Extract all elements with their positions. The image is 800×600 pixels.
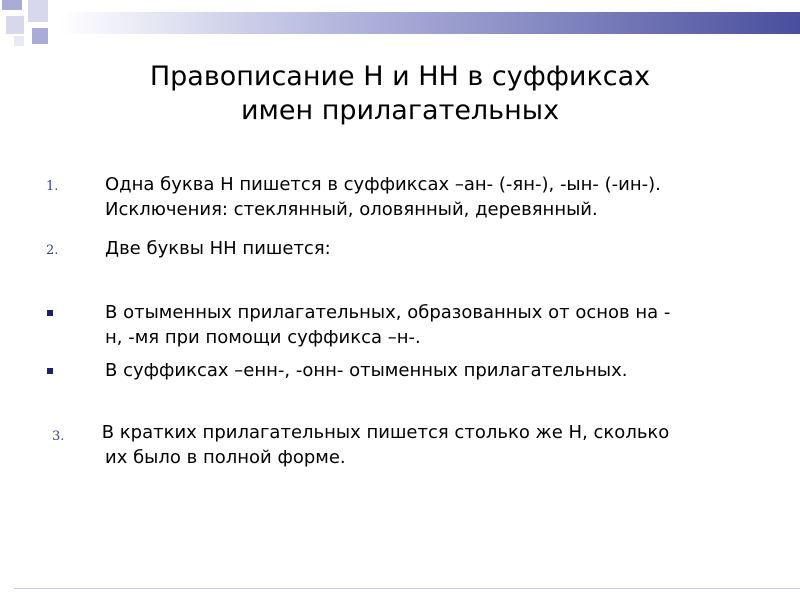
text-line: их было в полной форме. bbox=[105, 447, 346, 468]
footer-divider bbox=[14, 588, 800, 589]
list-item-text bbox=[96, 420, 756, 470]
slide-title bbox=[0, 60, 800, 128]
list-item-text bbox=[105, 172, 765, 222]
deco-square bbox=[6, 16, 24, 34]
deco-square bbox=[28, 0, 48, 22]
list-item-text bbox=[105, 236, 765, 261]
text-line: Одна буква Н пишется в суффиксах –ан- (-ян-), -ын- (-ин-). bbox=[105, 174, 661, 195]
text-line: н, -мя при помощи суффикса –н-. bbox=[105, 327, 421, 348]
deco-square bbox=[14, 36, 24, 46]
text-line: Исключения: стеклянный, оловянный, деревянный. bbox=[105, 199, 598, 220]
title-line-1: Правописание Н и НН в суффиксах bbox=[149, 61, 651, 92]
list-number: 2. bbox=[46, 243, 59, 258]
list-number: 3. bbox=[52, 429, 65, 444]
bullet-item-text bbox=[105, 300, 765, 350]
text-line: В суффиксах –енн-, -онн- отыменных прилагательных. bbox=[105, 360, 628, 381]
text-line: В отыменных прилагательных, образованных от основ на - bbox=[105, 302, 671, 323]
list-number: 1. bbox=[46, 179, 59, 194]
text-line: В кратких прилагательных пишется столько же Н, сколько bbox=[96, 422, 670, 443]
bullet-item-text bbox=[105, 358, 765, 383]
deco-square bbox=[2, 0, 22, 10]
deco-square bbox=[32, 28, 48, 44]
bullet-square-icon bbox=[47, 368, 53, 374]
bullet-square-icon bbox=[47, 310, 53, 316]
header-gradient-bar bbox=[60, 12, 800, 34]
text-line: Две буквы НН пишется: bbox=[105, 238, 331, 259]
title-line-2: имен прилагательных bbox=[240, 95, 560, 126]
